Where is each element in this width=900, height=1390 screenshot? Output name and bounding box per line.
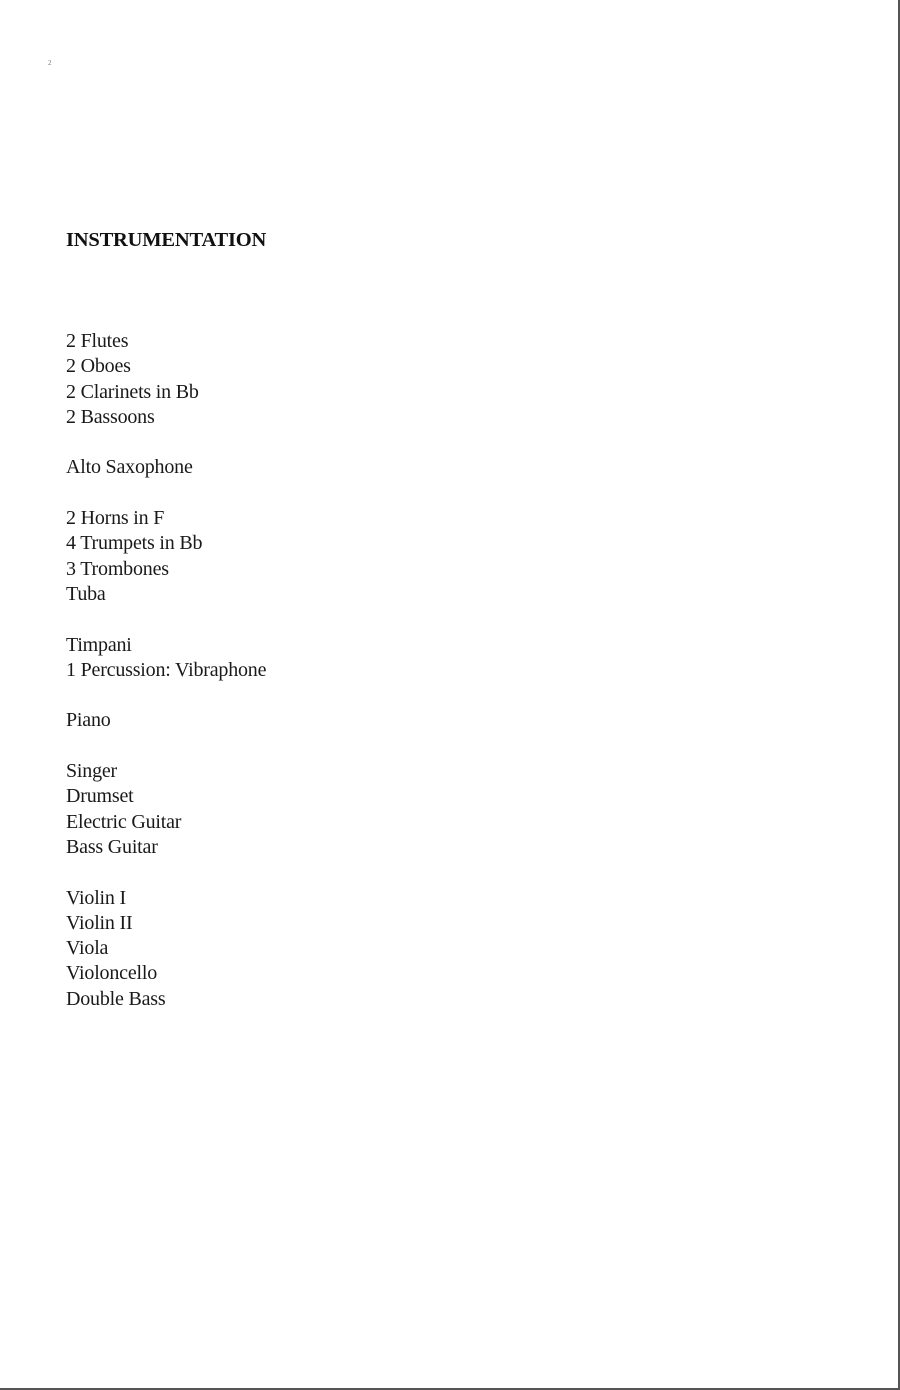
instrument-item: Double Bass <box>66 987 166 1010</box>
percussion-group <box>66 633 266 684</box>
woodwinds-group <box>66 329 266 430</box>
instrument-item: 1 Percussion: Vibraphone <box>66 658 267 681</box>
page-title: INSTRUMENTATION <box>66 229 267 251</box>
instrument-item: Drumset <box>66 785 134 808</box>
instrument-item: 3 Trombones <box>66 557 169 580</box>
instrument-item: 2 Bassoons <box>66 405 155 428</box>
instrument-item: 2 Clarinets in Bb <box>66 380 199 403</box>
instrument-item: Singer <box>66 760 118 783</box>
saxophone-group <box>66 455 266 480</box>
instrument-item: 2 Horns in F <box>66 507 165 530</box>
instrument-item: Electric Guitar <box>66 810 182 833</box>
instrument-item: Bass Guitar <box>66 835 158 858</box>
instrument-item: Tuba <box>66 582 106 605</box>
instrument-item: Alto Saxophone <box>66 456 193 479</box>
page-number: 2 <box>48 59 52 67</box>
instrument-item: 2 Oboes <box>66 355 131 378</box>
instrument-item: Violin I <box>66 886 126 909</box>
instrument-item: 4 Trumpets in Bb <box>66 532 203 555</box>
instrument-item: Violin II <box>66 911 133 934</box>
instrument-item: Violoncello <box>66 962 158 985</box>
brass-group <box>66 506 266 607</box>
instrument-list <box>66 329 266 1037</box>
instrument-item: Piano <box>66 709 111 732</box>
keyboard-group <box>66 708 266 733</box>
instrument-item: Timpani <box>66 633 132 656</box>
band-group <box>66 759 266 860</box>
strings-group <box>66 886 266 1012</box>
instrument-item: 2 Flutes <box>66 330 129 352</box>
instrument-item: Viola <box>66 937 109 960</box>
